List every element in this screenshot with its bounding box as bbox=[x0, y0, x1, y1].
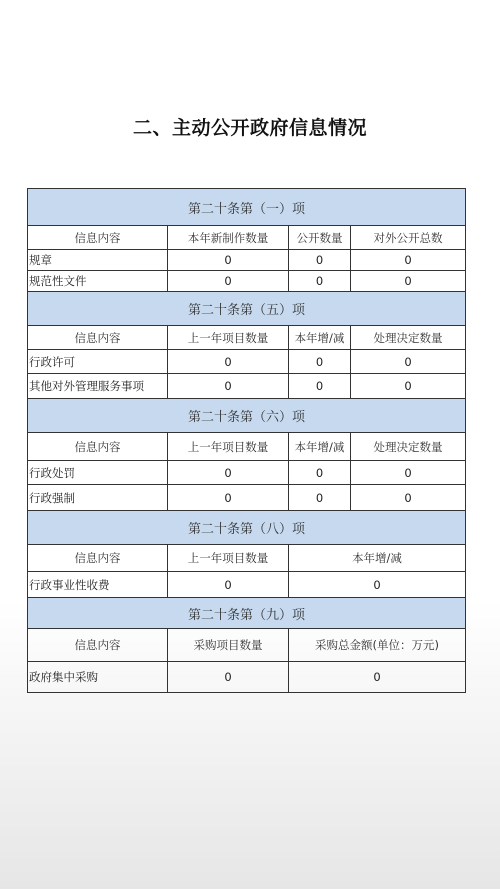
table-cell: 0 bbox=[168, 250, 289, 271]
row-label: 政府集中采购 bbox=[28, 662, 168, 693]
column-header: 信息内容 bbox=[28, 545, 168, 572]
column-header-row bbox=[28, 545, 466, 572]
column-header: 本年增/减 bbox=[289, 545, 466, 572]
table-cell: 0 bbox=[351, 271, 466, 292]
table-cell: 0 bbox=[351, 374, 466, 399]
table-row bbox=[28, 271, 466, 292]
column-header: 信息内容 bbox=[28, 326, 168, 350]
row-label: 行政事业性收费 bbox=[28, 572, 168, 598]
table-cell: 0 bbox=[168, 662, 289, 693]
table-cell: 0 bbox=[168, 461, 289, 485]
table-row bbox=[28, 374, 466, 399]
table-cell: 0 bbox=[289, 271, 351, 292]
section-heading-text: 第二十条第（八）项 bbox=[28, 511, 466, 545]
table-cell: 0 bbox=[168, 271, 289, 292]
table-cell: 0 bbox=[168, 485, 289, 511]
column-header: 本年增/减 bbox=[289, 326, 351, 350]
table-cell: 0 bbox=[289, 485, 351, 511]
section-heading-text: 第二十条第（五）项 bbox=[28, 292, 466, 326]
table-row bbox=[28, 662, 466, 693]
column-header-row bbox=[28, 226, 466, 250]
table-cell: 0 bbox=[289, 374, 351, 399]
row-label: 行政处罚 bbox=[28, 461, 168, 485]
table-cell: 0 bbox=[351, 485, 466, 511]
column-header: 公开数量 bbox=[289, 226, 351, 250]
column-header: 信息内容 bbox=[28, 226, 168, 250]
row-label: 规章 bbox=[28, 250, 168, 271]
section-heading-text: 第二十条第（九）项 bbox=[28, 598, 466, 629]
column-header-row bbox=[28, 629, 466, 662]
section-heading-text: 第二十条第（六）项 bbox=[28, 399, 466, 433]
column-header-row bbox=[28, 433, 466, 461]
table-row bbox=[28, 485, 466, 511]
row-label: 其他对外管理服务事项 bbox=[28, 374, 168, 399]
table-cell: 0 bbox=[289, 350, 351, 374]
table-cell: 0 bbox=[289, 250, 351, 271]
section-heading bbox=[28, 598, 466, 629]
table-cell: 0 bbox=[351, 350, 466, 374]
column-header: 处理决定数量 bbox=[351, 326, 466, 350]
disclosure-table bbox=[27, 188, 466, 693]
section-heading bbox=[28, 511, 466, 545]
table-cell: 0 bbox=[351, 250, 466, 271]
column-header: 本年增/减 bbox=[289, 433, 351, 461]
column-header: 采购总金额(单位：万元) bbox=[289, 629, 466, 662]
column-header: 信息内容 bbox=[28, 433, 168, 461]
section-heading bbox=[28, 292, 466, 326]
row-label: 行政强制 bbox=[28, 485, 168, 511]
column-header: 上一年项目数量 bbox=[168, 326, 289, 350]
page-title: 二、主动公开政府信息情况 bbox=[132, 117, 367, 139]
column-header-row bbox=[28, 326, 466, 350]
table-cell: 0 bbox=[289, 461, 351, 485]
section-heading bbox=[28, 399, 466, 433]
row-label: 规范性文件 bbox=[28, 271, 168, 292]
column-header: 上一年项目数量 bbox=[168, 545, 289, 572]
table-row bbox=[28, 572, 466, 598]
column-header: 对外公开总数 bbox=[351, 226, 466, 250]
column-header: 本年新制作数量 bbox=[168, 226, 289, 250]
table-cell: 0 bbox=[168, 374, 289, 399]
table-row bbox=[28, 350, 466, 374]
table-row bbox=[28, 250, 466, 271]
column-header: 处理决定数量 bbox=[351, 433, 466, 461]
section-heading bbox=[28, 189, 466, 226]
section-heading-text: 第二十条第（一）项 bbox=[28, 189, 466, 226]
table-cell: 0 bbox=[289, 572, 466, 598]
row-label: 行政许可 bbox=[28, 350, 168, 374]
table-cell: 0 bbox=[351, 461, 466, 485]
table-cell: 0 bbox=[289, 662, 466, 693]
table-cell: 0 bbox=[168, 572, 289, 598]
table-row bbox=[28, 461, 466, 485]
column-header: 采购项目数量 bbox=[168, 629, 289, 662]
column-header: 上一年项目数量 bbox=[168, 433, 289, 461]
table-cell: 0 bbox=[168, 350, 289, 374]
column-header: 信息内容 bbox=[28, 629, 168, 662]
